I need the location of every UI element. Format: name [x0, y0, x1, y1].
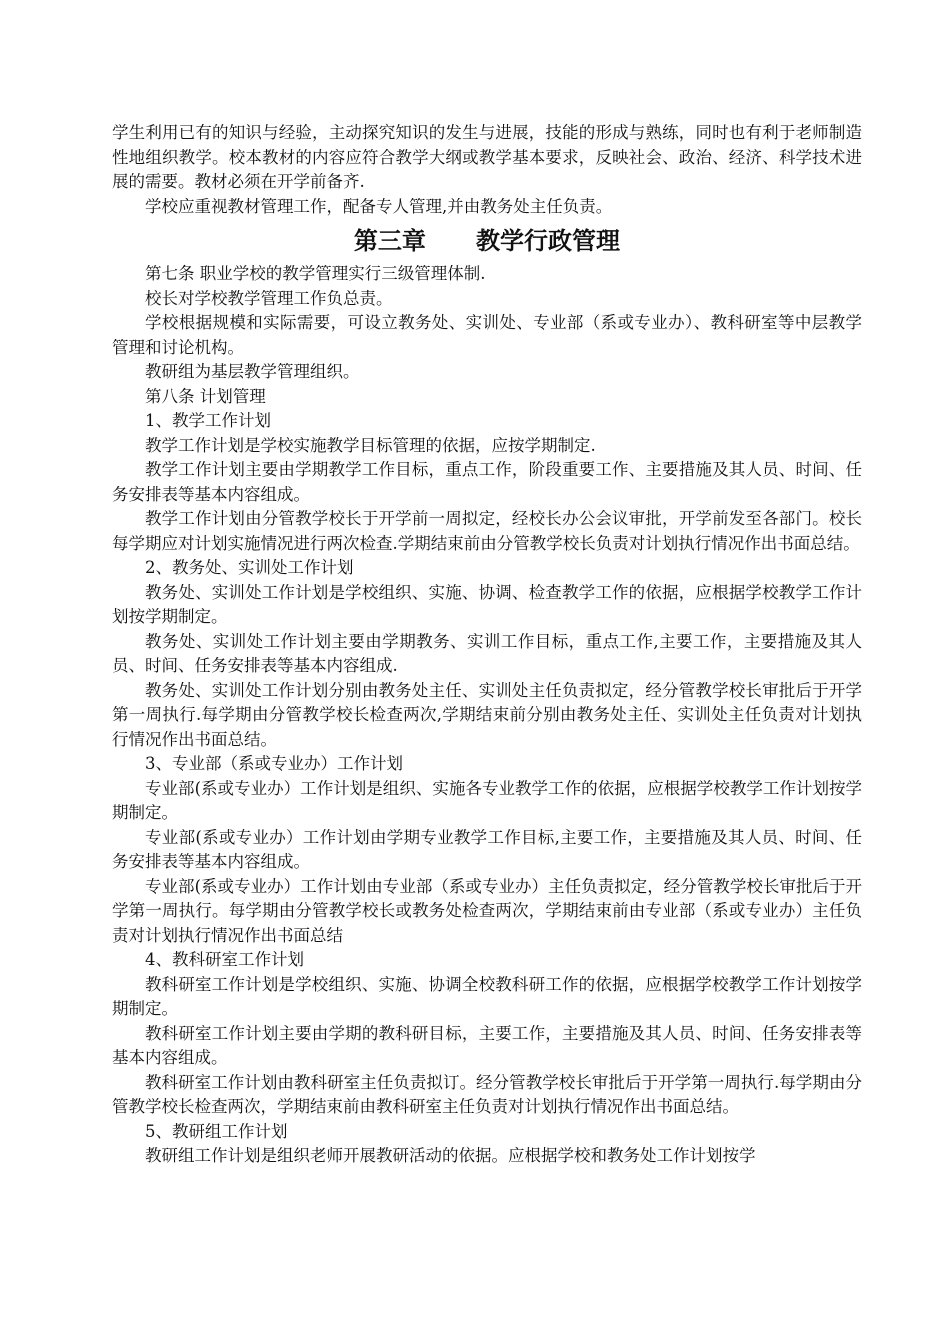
paragraph: 教学工作计划主要由学期教学工作目标，重点工作，阶段重要工作、主要措施及其人员、时间、任务安排表等基本内容组成。 — [112, 460, 862, 504]
paragraph: 教科研室工作计划是学校组织、实施、协调全校教科研工作的依据，应根据学校教学工作计划按学期制定。 — [112, 974, 862, 1018]
paragraph: 校长对学校教学管理工作负总责。 — [145, 288, 393, 308]
section-heading: 4、教科研室工作计划 — [145, 950, 304, 969]
chapter-title: 第三章 教学行政管理 — [353, 227, 621, 255]
paragraph: 教科研室工作计划主要由学期的教科研目标，主要工作，主要措施及其人员、时间、任务安排表等基本内容组成。 — [112, 1023, 862, 1067]
paragraph: 专业部(系或专业办）工作计划由学期专业教学工作目标,主要工作，主要措施及其人员、时间、任务安排表等基本内容组成。 — [112, 827, 862, 871]
paragraph: 教研组工作计划是组织老师开展教研活动的依据。应根据学校和教务处工作计划按学 — [145, 1146, 756, 1165]
paragraph: 教学工作计划是学校实施教学目标管理的依据，应按学期制定. — [145, 435, 596, 455]
paragraph: 专业部(系或专业办）工作计划是组织、实施各专业教学工作的依据，应根据学校教学工作计划按学期制定。 — [112, 778, 862, 822]
paragraph: 教研组为基层教学管理组织。 — [145, 362, 360, 381]
paragraph: 教科研室工作计划由教科研室主任负责拟订。经分管教学校长审批后于开学第一周执行.每学期由分管教学校长检查两次，学期结束前由教科研室主任负责对计划执行情况作出书面总结。 — [112, 1072, 862, 1116]
paragraph-continuation: 学生利用已有的知识与经验，主动探究知识的发生与进展，技能的形成与熟练，同时也有利于老师制造性地组织教学。校本教材的内容应符合教学大纲或教学基本要求，反映社会、政治、经济、科学技术进展的需要。教材必须在开学前备齐. — [112, 123, 862, 191]
section-heading: 5、教研组工作计划 — [145, 1121, 288, 1141]
paragraph: 教务处、实训处工作计划主要由学期教务、实训工作目标，重点工作,主要工作，主要措施及其人员、时间、任务安排表等基本内容组成. — [112, 631, 862, 675]
paragraph: 学校应重视教材管理工作，配备专人管理,并由教务处主任负责。 — [145, 196, 613, 216]
article-heading: 第七条 职业学校的教学管理实行三级管理体制. — [145, 264, 486, 283]
article-heading: 第八条 计划管理 — [145, 386, 266, 406]
section-heading: 1、教学工作计划 — [145, 411, 271, 430]
section-heading: 2、教务处、实训处工作计划 — [145, 558, 354, 577]
document-body — [112, 121, 862, 1169]
section-heading: 3、专业部（系或专业办）工作计划 — [145, 754, 403, 773]
paragraph: 教务处、实训处工作计划分别由教务处主任、实训处主任负责拟定，经分管教学校长审批后于开学第一周执行.每学期由分管教学校长检查两次,学期结束前分别由教务处主任、实训处主任负责对计划执行情况作出书面总结。 — [112, 680, 862, 749]
paragraph: 教学工作计划由分管教学校长于开学前一周拟定，经校长办公会议审批，开学前发至各部门。校长每学期应对计划实施情况进行两次检查.学期结束前由分管教学校长负责对计划执行情况作出书面总结。 — [112, 509, 862, 553]
paragraph: 学校根据规模和实际需要，可设立教务处、实训处、专业部（系或专业办）、教科研室等中层教学管理和讨论机构。 — [112, 313, 862, 357]
paragraph: 教务处、实训处工作计划是学校组织、实施、协调、检查教学工作的依据，应根据学校教学工作计划按学期制定。 — [112, 582, 862, 626]
paragraph: 专业部(系或专业办）工作计划由专业部（系或专业办）主任负责拟定，经分管教学校长审批后于开学第一周执行。每学期由分管教学校长或教务处检查两次，学期结束前由专业部（系或专业办）主任负责对计划执行情况作出书面总结 — [112, 876, 862, 945]
